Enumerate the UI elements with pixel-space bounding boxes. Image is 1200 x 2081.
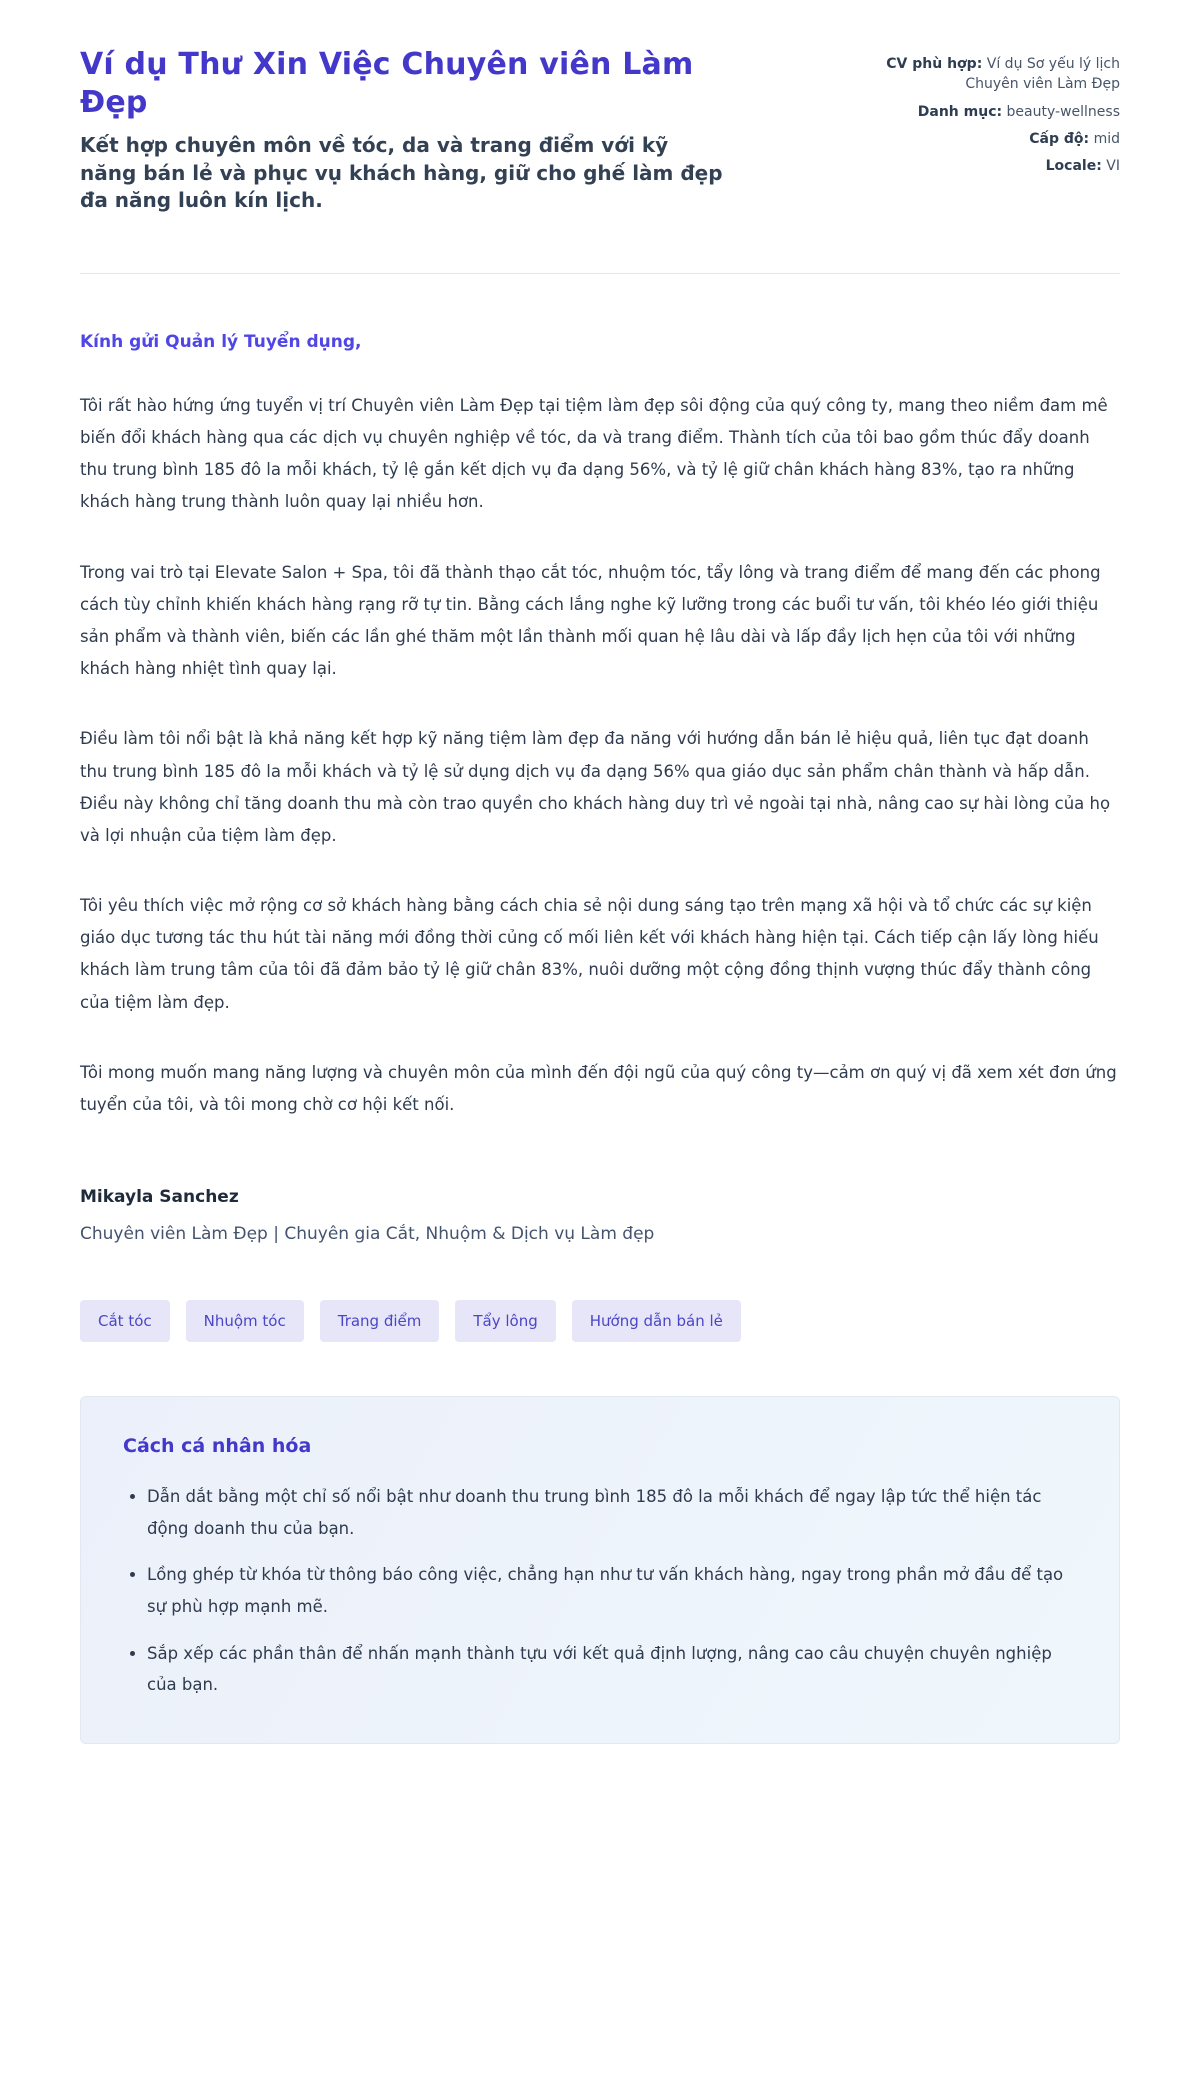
meta-label: Locale: [1045,158,1102,175]
meta-value: Ví dụ Sơ yếu lý lịch Chuyên viên Làm Đẹp [965,56,1120,93]
signature-name: Mikayla Sanchez [80,1187,239,1208]
tips-title: Cách cá nhân hóa [123,1435,312,1458]
meta-value: mid [1093,130,1120,147]
meta-row-level [875,129,1120,149]
meta-value: beauty-wellness [1006,103,1120,120]
letter-paragraph: Tôi rất hào hứng ứng tuyển vị trí Chuyên viên Làm Đẹp tại tiệm làm đẹp sôi động của quý công ty, mang theo niềm đam mê biến đổi khách hàng qua các dịch vụ chuyên nghiệp về tóc, da và trang điểm. Thành tích của tôi bao gồm thúc đẩy doanh thu trung bình 185 đô la mỗi khách, tỷ lệ gắn kết dịch vụ đa dạng 56%, và tỷ lệ giữ chân khách hàng 83%, tạo ra những khách hàng trung thành luôn quay lại nhiều hơn. [80,395,1108,512]
tip-item: • Lồng ghép từ khóa từ thông báo công việc, chẳng hạn như tư vấn khách hàng, ngay trong phần mở đầu để tạo sự phù hợp mạnh mẽ. [147,1559,1077,1622]
skill-tag: Hướng dẫn bán lẻ [572,1300,741,1342]
letter-paragraph: Tôi yêu thích việc mở rộng cơ sở khách hàng bằng cách chia sẻ nội dung sáng tạo trên mạng xã hội và tổ chức các sự kiện giáo dục tương tác thu hút tài năng mới đồng thời củng cố mối liên kết với khách hàng hiện tại. Cách tiếp cận lấy lòng hiếu khách làm trung tâm của tôi đã đảm bảo tỷ lệ giữ chân 83%, nuôi dưỡng một cộng đồng thịnh vượng thúc đẩy thành công của tiệm làm đẹp. [80,896,1099,1012]
meta-row-matching-cv [875,54,1120,95]
letter-body [80,332,1120,1744]
salutation: Kính gửi Quản lý Tuyển dụng, [80,331,362,352]
header-title-block [80,46,725,215]
cover-letter-page [80,0,1120,1814]
letter-paragraph: Trong vai trò tại Elevate Salon + Spa, tôi đã thành thạo cắt tóc, nhuộm tóc, tẩy lông và trang điểm để mang đến các phong cách tùy chỉnh khiến khách hàng rạng rỡ tự tin. Bằng cách lắng nghe kỹ lưỡng trong các buổi tư vấn, tôi khéo léo giới thiệu sản phẩm và thành viên, biến các lần ghé thăm một lần thành mối quan hệ lâu dài và lấp đầy lịch hẹn của tôi với những khách hàng nhiệt tình quay lại. [80,562,1101,679]
tip-item: • Dẫn dắt bằng một chỉ số nổi bật như doanh thu trung bình 185 đô la mỗi khách để ngay lập tức thể hiện tác động doanh thu của bạn. [147,1481,1077,1544]
divider [80,273,1120,274]
letter-paragraph: Điều làm tôi nổi bật là khả năng kết hợp kỹ năng tiệm làm đẹp đa năng với hướng dẫn bán lẻ hiệu quả, liên tục đạt doanh thu trung bình 185 đô la mỗi khách và tỷ lệ sử dụng dịch vụ đa dạng 56% qua giáo dục sản phẩm chân thành và hấp dẫn. Điều này không chỉ tăng doanh thu mà còn trao quyền cho khách hàng duy trì vẻ ngoài tại nhà, nâng cao sự hài lòng của họ và lợi nhuận của tiệm làm đẹp. [80,729,1111,845]
signature-title: Chuyên viên Làm Đẹp | Chuyên gia Cắt, Nhuộm & Dịch vụ Làm đẹp [80,1224,655,1245]
tip-item: • Sắp xếp các phần thân để nhấn mạnh thành tựu với kết quả định lượng, nâng cao câu chuyện chuyên nghiệp của bạn. [147,1638,1077,1701]
skill-tag: Nhuộm tóc [186,1300,304,1342]
meta-row-category [875,102,1120,122]
letter-paragraph: Tôi mong muốn mang năng lượng và chuyên môn của mình đến đội ngũ của quý công ty—cảm ơn quý vị đã xem xét đơn ứng tuyển của tôi, và tôi mong chờ cơ hội kết nối. [80,1062,1117,1114]
personalization-tips-card [80,1396,1120,1744]
skill-tag: Tẩy lông [455,1300,555,1342]
skill-tag: Cắt tóc [80,1300,170,1342]
skill-tag: Trang điểm [320,1300,440,1342]
header [80,46,1120,215]
meta-value: VI [1106,158,1120,175]
meta-label: Danh mục: [917,103,1003,120]
meta-label: Cấp độ: [1029,130,1090,147]
meta-row-locale [875,156,1120,176]
skill-tags [80,1300,1120,1342]
meta-label: CV phù hợp: [886,56,983,72]
page-title: Ví dụ Thư Xin Việc Chuyên viên Làm Đẹp [80,47,694,121]
meta-panel [875,46,1120,215]
page-subtitle: Kết hợp chuyên môn về tóc, da và trang điểm với kỹ năng bán lẻ và phục vụ khách hàng, giữ cho ghế làm đẹp đa năng luôn kín lịch. [80,133,723,213]
tips-list [123,1481,1077,1701]
